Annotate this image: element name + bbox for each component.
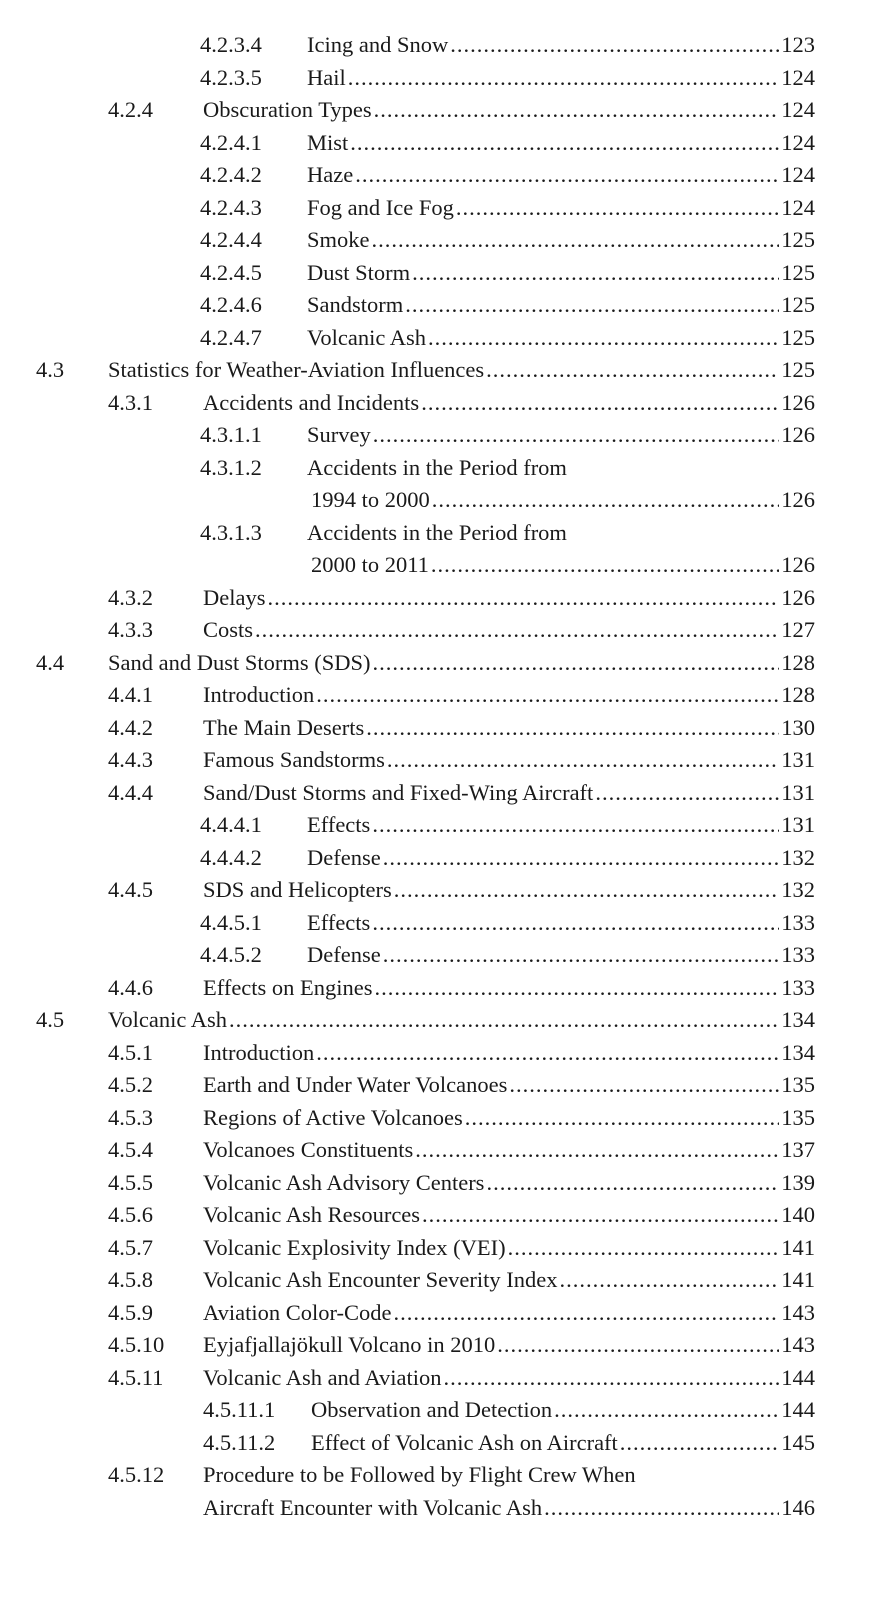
toc-entry-leader: [203, 386, 815, 419]
toc-entry-leader: [307, 28, 815, 61]
dot-leader: [387, 743, 779, 776]
toc-entry-page: 130: [781, 714, 815, 740]
toc-entry-title: Delays: [203, 584, 266, 610]
toc-entry-page: 144: [781, 1364, 815, 1390]
toc-entry-leader: [307, 288, 815, 321]
toc-entry: [0, 1068, 874, 1101]
toc-entry-page: 125: [781, 357, 815, 382]
toc-entry-title: Mist: [307, 129, 349, 155]
dot-leader: [350, 126, 779, 159]
toc-entry-title-continued: Aircraft Encounter with Volcanic Ash: [203, 1494, 543, 1520]
toc-entry-page: 131: [781, 812, 815, 837]
toc-entry-title: Procedure to be Followed by Flight Crew When: [203, 1462, 636, 1487]
toc-entry-page: 126: [781, 584, 815, 610]
toc-entry-leader: [203, 776, 815, 809]
toc-entry: [0, 1036, 874, 1069]
toc-entry-page: 132: [781, 877, 815, 902]
toc-entry-number: 4.5.11.1: [203, 1397, 276, 1422]
toc-entry-number: 4.5.1: [108, 1039, 153, 1065]
toc-entry-leader: [307, 223, 815, 256]
toc-entry: [0, 873, 874, 906]
toc-entry-title: Volcanic Ash: [307, 324, 426, 350]
toc-entry-leader: [203, 743, 815, 776]
toc-entry-page: 139: [781, 1169, 815, 1195]
toc-entry: [0, 1296, 874, 1329]
toc-entry-page: 131: [781, 747, 815, 772]
toc-entry: [0, 418, 874, 451]
toc-entry-page: 126: [781, 487, 815, 512]
toc-entry-page: 143: [781, 1332, 815, 1357]
toc-entry-page: 133: [781, 974, 815, 1000]
toc-entry-title: Icing and Snow: [307, 32, 449, 57]
toc-entry: [0, 223, 874, 256]
toc-entry-number: 4.5.9: [108, 1299, 153, 1325]
toc-entry-number: 4.2.4.4: [200, 227, 262, 252]
toc-entry: [0, 938, 874, 971]
toc-entry-number: 4.4.1: [108, 682, 153, 707]
toc-entry-title: Introduction: [203, 1039, 315, 1065]
toc-entry-leader: [203, 93, 815, 126]
toc-entry-leader: [311, 1393, 815, 1426]
toc-entry-title: Famous Sandstorms: [203, 747, 385, 772]
toc-entry-number: 4.5.7: [108, 1234, 153, 1260]
toc-entry-number: 4.5: [36, 1007, 65, 1032]
toc-entry-continuation: [0, 483, 874, 516]
dot-leader: [415, 1133, 779, 1166]
dot-leader: [373, 418, 780, 451]
toc-entry-title: Effects: [307, 909, 371, 935]
toc-entry-number: 4.5.2: [108, 1072, 153, 1097]
toc-entry: [0, 158, 874, 191]
toc-entry-number: 4.4.6: [108, 974, 153, 1000]
dot-leader: [366, 711, 779, 744]
toc-entry-page: 127: [781, 617, 815, 642]
toc-entry-number: 4.5.10: [108, 1332, 165, 1357]
toc-entry: [0, 1361, 874, 1394]
dot-leader: [509, 1068, 779, 1101]
toc-entry-leader: [307, 906, 815, 939]
dot-leader: [355, 158, 779, 191]
dot-leader: [348, 61, 780, 94]
toc-entry-leader: [307, 321, 815, 354]
toc-entry-title: Obscuration Types: [203, 97, 372, 122]
toc-entry-number: 4.2.3.4: [200, 32, 262, 57]
dot-leader: [375, 971, 780, 1004]
toc-entry-page: 146: [781, 1494, 815, 1520]
toc-entry-number: 4.3.1: [108, 389, 153, 415]
toc-entry-page: 128: [781, 682, 815, 707]
toc-entry-number: 4.5.3: [108, 1104, 153, 1130]
toc-entry-page: 128: [781, 649, 815, 675]
dot-leader: [383, 938, 780, 971]
toc-entry: [0, 581, 874, 614]
toc-entry: [0, 1101, 874, 1134]
dot-leader: [486, 1166, 779, 1199]
toc-entry-title: SDS and Helicopters: [203, 877, 392, 902]
toc-entry: [0, 906, 874, 939]
dot-leader: [544, 1491, 779, 1524]
toc-entry-number: 4.5.11: [108, 1364, 164, 1390]
toc-entry-leader: [307, 61, 815, 94]
toc-entry-page: 124: [781, 129, 815, 155]
toc-entry-number: 4.4.4.1: [200, 812, 262, 837]
toc-entry-title: Eyjafjallajökull Volcano in 2010: [203, 1332, 496, 1357]
toc-entry-leader: [307, 191, 815, 224]
toc-entry: [0, 776, 874, 809]
dot-leader: [405, 288, 779, 321]
dot-leader: [595, 776, 779, 809]
toc-entry-number: 4.5.6: [108, 1202, 153, 1227]
toc-entry-number: 4.5.12: [108, 1462, 165, 1487]
toc-entry-leader: [307, 418, 815, 451]
toc-entry-continuation: [0, 1491, 874, 1524]
dot-leader: [560, 1263, 780, 1296]
toc-entry-page: 141: [781, 1234, 815, 1260]
toc-entry-title: Statistics for Weather-Aviation Influences: [108, 357, 485, 382]
toc-entry-page: 124: [781, 162, 815, 187]
toc-entry-title: Volcanoes Constituents: [203, 1137, 414, 1162]
toc-entry-page: 126: [781, 552, 815, 577]
toc-entry-title: Accidents in the Period from: [307, 519, 567, 545]
toc-entry-number: 4.2.4.7: [200, 324, 262, 350]
toc-entry-page: 134: [781, 1007, 815, 1032]
toc-entry-leader: [203, 678, 815, 711]
dot-leader: [372, 808, 779, 841]
toc-entry: [0, 841, 874, 874]
toc-entry-leader: [311, 548, 815, 581]
toc-entry-leader: [203, 1491, 815, 1524]
toc-entry-leader: [307, 808, 815, 841]
toc-entry-title: Volcanic Ash Advisory Centers: [203, 1169, 485, 1195]
toc-entry: [0, 61, 874, 94]
toc-entry-page: 137: [781, 1137, 815, 1162]
toc-entry-title: Defense: [307, 942, 381, 967]
dot-leader: [421, 386, 779, 419]
toc-entry-title: Effect of Volcanic Ash on Aircraft: [311, 1429, 618, 1455]
toc-entry-leader: [203, 581, 815, 614]
toc-entry-number: 4.2.4.1: [200, 129, 262, 155]
toc-entry-page: 143: [781, 1299, 815, 1325]
toc-entry-title: Sandstorm: [307, 292, 404, 317]
dot-leader: [508, 1231, 780, 1264]
toc-entry-number: 4.4: [36, 649, 65, 675]
dot-leader: [373, 646, 780, 679]
toc-entry: [0, 1458, 874, 1491]
dot-leader: [394, 873, 780, 906]
toc-entry-title-continued: 2000 to 2011: [311, 552, 429, 577]
toc-entry: [0, 678, 874, 711]
toc-entry-title: Sand and Dust Storms (SDS): [108, 649, 371, 675]
toc-entry-number: 4.5.11.2: [203, 1429, 276, 1455]
toc-entry-title: Smoke: [307, 227, 370, 252]
toc-entry-number: 4.2.4: [108, 97, 153, 122]
toc-entry-leader: [203, 1296, 815, 1329]
toc-entry-title: Accidents in the Period from: [307, 454, 567, 480]
dot-leader: [316, 678, 779, 711]
dot-leader: [431, 548, 779, 581]
toc-entry-page: 133: [781, 909, 815, 935]
dot-leader: [372, 906, 779, 939]
dot-leader: [444, 1361, 780, 1394]
toc-entry-number: 4.4.4: [108, 779, 153, 805]
toc-entry: [0, 191, 874, 224]
toc-entry-number: 4.4.5: [108, 877, 153, 902]
toc-entry-number: 4.3.1.1: [200, 422, 262, 447]
toc-entry-page: 124: [781, 194, 815, 220]
toc-entry-number: 4.3.1.2: [200, 454, 262, 480]
toc-entry: [0, 386, 874, 419]
toc-entry: [0, 613, 874, 646]
toc-entry-title: Accidents and Incidents: [203, 389, 420, 415]
toc-entry-number: 4.3.1.3: [200, 519, 262, 545]
toc-entry: [0, 516, 874, 549]
toc-entry-leader: [108, 1003, 815, 1036]
dot-leader: [383, 841, 780, 874]
toc-entry-leader: [307, 256, 815, 289]
dot-leader: [432, 483, 779, 516]
toc-entry-leader: [108, 353, 815, 386]
toc-entry-number: 4.3: [36, 357, 65, 382]
toc-entry-leader: [307, 158, 815, 191]
toc-entry: [0, 451, 874, 484]
toc-entry-number: 4.2.4.2: [200, 162, 262, 187]
toc-entry: [0, 126, 874, 159]
toc-entry-page: 144: [781, 1397, 815, 1422]
dot-leader: [372, 223, 780, 256]
dot-leader: [450, 28, 779, 61]
toc-entry: [0, 288, 874, 321]
toc-entry-title-continued: 1994 to 2000: [311, 487, 430, 512]
dot-leader: [412, 256, 779, 289]
toc-entry-title: Defense: [307, 844, 381, 870]
toc-entry-leader: [108, 646, 815, 679]
toc-entry-page: 125: [781, 227, 815, 252]
dot-leader: [422, 1198, 779, 1231]
toc-entry-leader: [203, 1328, 815, 1361]
toc-entry-title: Haze: [307, 162, 354, 187]
toc-entry-title: Survey: [307, 422, 371, 447]
toc-entry: [0, 1231, 874, 1264]
toc-entry-page: 140: [781, 1202, 815, 1227]
toc-entry-title: Fog and Ice Fog: [307, 194, 454, 220]
toc-entry-number: 4.5.5: [108, 1169, 153, 1195]
dot-leader: [374, 93, 780, 126]
toc-entry: [0, 28, 874, 61]
toc-entry-page: 134: [781, 1039, 815, 1065]
toc-entry-page: 133: [781, 942, 815, 967]
toc-entry-leader: [203, 971, 815, 1004]
toc-entry-title: Volcanic Ash Resources: [203, 1202, 421, 1227]
toc-entry-number: 4.2.4.6: [200, 292, 262, 317]
toc-entry-leader: [203, 1068, 815, 1101]
toc-entry-page: 124: [781, 97, 815, 122]
toc-entry-title: The Main Deserts: [203, 714, 365, 740]
toc-entry-title: Volcanic Ash and Aviation: [203, 1364, 442, 1390]
toc-entry: [0, 743, 874, 776]
toc-entry-title: Dust Storm: [307, 259, 411, 285]
toc-entry: [0, 93, 874, 126]
toc-entry-leader: [203, 873, 815, 906]
dot-leader: [255, 613, 779, 646]
toc-entry-leader: [203, 1263, 815, 1296]
toc-entry-title: Sand/Dust Storms and Fixed-Wing Aircraft: [203, 779, 594, 805]
toc-entry-page: 132: [781, 844, 815, 870]
toc-entry: [0, 353, 874, 386]
toc-entry-number: 4.5.4: [108, 1137, 153, 1162]
toc-entry-page: 131: [781, 779, 815, 805]
toc-entry-number: 4.2.3.5: [200, 64, 262, 90]
toc-entry-leader: [203, 613, 815, 646]
toc-entry-page: 125: [781, 324, 815, 350]
toc-entry-page: 126: [781, 422, 815, 447]
toc-entry-leader: [311, 483, 815, 516]
dot-leader: [620, 1426, 779, 1459]
toc-entry-title: Aviation Color-Code: [203, 1299, 392, 1325]
toc-entry-leader: [311, 1426, 815, 1459]
dot-leader: [267, 581, 779, 614]
toc-entry-page: 125: [781, 292, 815, 317]
toc-entry-number: 4.3.2: [108, 584, 153, 610]
toc-entry: [0, 321, 874, 354]
toc-entry: [0, 1426, 874, 1459]
toc-entry-leader: [203, 1166, 815, 1199]
toc-entry: [0, 1003, 874, 1036]
dot-leader: [428, 321, 779, 354]
toc-entry-page: 145: [781, 1429, 815, 1455]
dot-leader: [486, 353, 779, 386]
dot-leader: [456, 191, 779, 224]
toc-entry-number: 4.5.8: [108, 1267, 153, 1292]
toc-entry: [0, 646, 874, 679]
toc-entry-leader: [307, 841, 815, 874]
toc-entry-title: Observation and Detection: [311, 1397, 553, 1422]
toc-entry: [0, 256, 874, 289]
toc-entry-title: Volcanic Ash Encounter Severity Index: [203, 1267, 558, 1292]
toc-entry-number: 4.2.4.5: [200, 259, 262, 285]
dot-leader: [393, 1296, 779, 1329]
toc-entry: [0, 1263, 874, 1296]
toc-entry-page: 135: [781, 1104, 815, 1130]
toc-entry-page: 126: [781, 389, 815, 415]
toc-entry-leader: [203, 1231, 815, 1264]
toc-entry: [0, 971, 874, 1004]
toc-entry: [0, 808, 874, 841]
toc-entry-leader: [203, 1198, 815, 1231]
toc-entry-number: 4.2.4.3: [200, 194, 262, 220]
toc-entry-leader: [203, 1133, 815, 1166]
toc-entry-leader: [307, 126, 815, 159]
toc-entry-number: 4.4.5.2: [200, 942, 262, 967]
toc-entry-page: 141: [781, 1267, 815, 1292]
toc-entry-number: 4.4.5.1: [200, 909, 262, 935]
toc-entry-title: Earth and Under Water Volcanoes: [203, 1072, 508, 1097]
toc-entry: [0, 1166, 874, 1199]
dot-leader: [229, 1003, 779, 1036]
toc-entry-title: Volcanic Ash: [108, 1007, 227, 1032]
toc-entry-page: 135: [781, 1072, 815, 1097]
toc-entry-leader: [203, 1361, 815, 1394]
toc-entry-title: Effects: [307, 812, 371, 837]
toc-entry-title: Regions of Active Volcanoes: [203, 1104, 463, 1130]
toc-entry-title: Hail: [307, 64, 346, 90]
dot-leader: [497, 1328, 779, 1361]
toc-entry-page: 125: [781, 259, 815, 285]
toc-entry-leader: [307, 938, 815, 971]
toc-entry: [0, 711, 874, 744]
toc-entry: [0, 1393, 874, 1426]
toc-entry-continuation: [0, 548, 874, 581]
toc-entry-leader: [203, 1036, 815, 1069]
toc-entry-page: 124: [781, 64, 815, 90]
toc-entry-number: 4.4.4.2: [200, 844, 262, 870]
toc-entry: [0, 1133, 874, 1166]
toc-entry-number: 4.3.3: [108, 617, 153, 642]
toc-entry-title: Effects on Engines: [203, 974, 373, 1000]
toc-entry-title: Introduction: [203, 682, 315, 707]
dot-leader: [465, 1101, 779, 1134]
toc-entry-number: 4.4.2: [108, 714, 153, 740]
toc-entry-number: 4.4.3: [108, 747, 153, 772]
toc-entry: [0, 1198, 874, 1231]
toc-entry-title: Costs: [203, 617, 254, 642]
toc-entry-leader: [203, 1101, 815, 1134]
toc-entry-page: 123: [781, 32, 815, 57]
toc-entry-leader: [203, 711, 815, 744]
toc-entry-title: Volcanic Explosivity Index (VEI): [203, 1234, 506, 1260]
toc-entry: [0, 1328, 874, 1361]
dot-leader: [554, 1393, 779, 1426]
dot-leader: [316, 1036, 779, 1069]
